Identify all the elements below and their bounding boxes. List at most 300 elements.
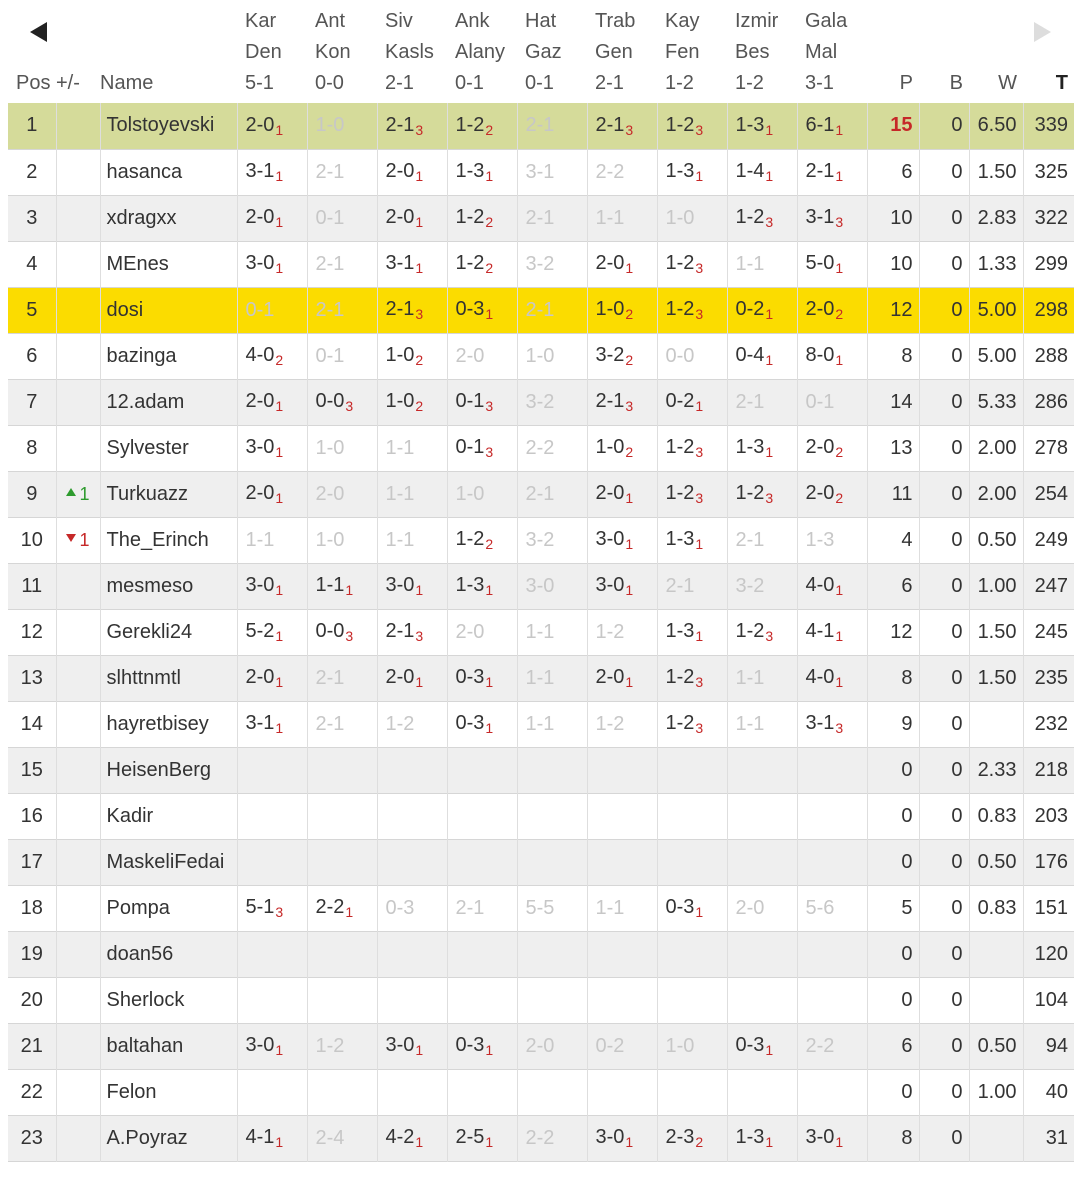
prediction-cell [307,1023,377,1069]
prediction-score: 1-2 [735,482,765,504]
player-name[interactable]: HeisenBerg [100,747,237,793]
prediction-cell [307,103,377,149]
prediction-score: 1-2 [385,712,415,735]
prediction-points: 3 [695,306,704,322]
prediction-score: 2-0 [595,666,625,688]
prediction-points: 3 [415,121,424,138]
header-match: Ank Alany 0-1 [455,10,506,94]
prediction-cell [307,885,377,931]
prediction-points: 3 [625,398,634,414]
prediction-points: 1 [415,1042,424,1058]
prediction-cell [237,793,307,839]
prediction-points: 3 [695,260,704,276]
prediction-points: 1 [485,1042,494,1058]
player-name[interactable]: Sherlock [100,977,237,1023]
prediction-score: 2-1 [315,666,345,689]
prediction-cell [797,1115,867,1161]
prediction-cell [307,1069,377,1115]
prediction-cell [657,885,727,931]
prediction-score: 1-0 [385,344,415,366]
prediction-points: 1 [765,444,774,460]
prediction-cell [307,425,377,471]
prediction-score: 3-2 [735,574,765,597]
prediction-points: 1 [625,1134,634,1150]
prediction-cell [727,103,797,149]
header-match: Kar Den 5-1 [245,10,282,94]
table-row[interactable] [8,425,1074,471]
change-cell [56,103,100,149]
prediction-score: 3-0 [805,1126,835,1148]
prediction-points: 1 [835,674,844,690]
prediction-cell [237,471,307,517]
prediction-score: 3-1 [805,712,835,734]
player-name[interactable]: A.Poyraz [100,1115,237,1161]
prediction-score: 3-0 [385,574,415,596]
w-cell: 1.50 [969,149,1023,195]
w-cell [969,1115,1023,1161]
prediction-cell [447,149,517,195]
prediction-cell [447,609,517,655]
prediction-score: 4-0 [245,344,275,366]
bonus-cell: 0 [919,517,969,563]
w-cell: 2.83 [969,195,1023,241]
w-cell: 5.00 [969,333,1023,379]
bonus-cell: 0 [919,471,969,517]
prediction-cell [797,1069,867,1115]
prediction-cell [447,701,517,747]
prediction-cell [377,1023,447,1069]
prediction-cell [377,241,447,287]
player-name[interactable]: bazinga [100,333,237,379]
prediction-score: 3-1 [245,160,275,182]
position-cell: 11 [8,563,56,609]
player-name[interactable]: MaskeliFedai [100,839,237,885]
prediction-cell [587,471,657,517]
header-match: Izmir Bes 1-2 [735,10,779,94]
prediction-score: 2-2 [805,1034,835,1057]
prediction-cell [447,241,517,287]
prediction-score: 0-1 [455,436,485,458]
prediction-score: 4-2 [385,1126,415,1148]
prediction-cell [657,379,727,425]
prediction-cell [727,839,797,885]
prediction-cell [517,839,587,885]
prediction-score: 1-1 [315,574,345,596]
prediction-score: 8-0 [805,344,835,366]
prediction-score: 6-1 [805,113,835,136]
prediction-cell [517,931,587,977]
prediction-points: 1 [485,306,494,322]
prediction-cell [727,425,797,471]
player-name[interactable]: mesmeso [100,563,237,609]
prediction-score: 0-3 [455,712,485,734]
w-cell [969,701,1023,747]
table-row[interactable] [8,287,1074,333]
prediction-cell [587,793,657,839]
points-cell: 0 [867,747,919,793]
prediction-cell [517,333,587,379]
prediction-cell [657,103,727,149]
prediction-points: 1 [415,1134,424,1150]
prediction-score: 1-2 [665,436,695,458]
prediction-cell [797,287,867,333]
bonus-cell: 0 [919,839,969,885]
table-row[interactable] [8,563,1074,609]
prediction-cell [307,563,377,609]
prediction-cell [447,1069,517,1115]
prediction-cell [447,839,517,885]
player-name[interactable]: Felon [100,1069,237,1115]
position-cell: 9 [8,471,56,517]
prediction-cell [237,103,307,149]
prediction-score: 2-0 [455,344,485,367]
prediction-cell [797,839,867,885]
table-row[interactable] [8,931,1074,977]
points-cell: 0 [867,839,919,885]
change-cell [56,471,100,517]
prediction-cell [307,701,377,747]
prediction-score: 5-6 [805,896,835,919]
prediction-cell [657,149,727,195]
prediction-cell [237,1069,307,1115]
prediction-cell [307,241,377,287]
prediction-cell [587,609,657,655]
arrow-down-icon [66,534,76,542]
change-cell [56,1023,100,1069]
player-name[interactable]: slhttnmtl [100,655,237,701]
prediction-score: 3-2 [525,390,555,413]
prediction-score: 1-2 [665,712,695,734]
prediction-cell [447,563,517,609]
table-row[interactable] [8,195,1074,241]
prediction-cell [727,885,797,931]
prediction-points: 3 [345,628,354,644]
change-cell [56,977,100,1023]
prediction-cell [797,701,867,747]
prediction-points: 1 [275,1134,284,1150]
points-cell: 4 [867,517,919,563]
total-cell: 151 [1034,896,1068,919]
prediction-points: 2 [835,490,844,506]
prediction-points: 3 [485,444,494,460]
prediction-score: 1-1 [525,620,555,643]
prediction-points: 1 [625,260,634,276]
position-cell: 7 [8,379,56,425]
player-name[interactable]: Pompa [100,885,237,931]
prediction-cell [727,379,797,425]
prediction-points: 1 [485,168,494,184]
total-cell: 278 [1034,436,1068,459]
change-cell [56,333,100,379]
table-row[interactable] [8,885,1074,931]
change-cell [56,701,100,747]
points-cell: 10 [867,195,919,241]
prediction-score: 3-0 [245,252,275,274]
prediction-points: 1 [765,306,774,322]
prediction-score: 1-1 [245,528,275,551]
prediction-score: 0-3 [455,666,485,688]
prediction-cell [307,379,377,425]
prediction-score: 2-0 [385,206,415,228]
position-cell: 2 [8,149,56,195]
total-cell: 218 [1034,758,1068,781]
prediction-cell [587,563,657,609]
prediction-score: 2-1 [315,252,345,275]
prediction-score: 2-0 [385,160,415,182]
table-row[interactable] [8,333,1074,379]
prediction-points: 2 [485,536,494,552]
player-name[interactable]: xdragxx [100,195,237,241]
prediction-score: 1-2 [315,1034,345,1057]
total-cell: 249 [1034,528,1068,551]
prediction-score: 3-0 [595,574,625,596]
prediction-points: 2 [415,398,424,414]
header-match: Hat Gaz 0-1 [525,10,562,94]
prediction-cell [447,931,517,977]
player-name[interactable]: hasanca [100,149,237,195]
table-row[interactable] [8,701,1074,747]
prediction-points: 3 [275,904,284,920]
total-cell: 40 [1045,1080,1068,1103]
prediction-points: 1 [275,582,284,598]
prediction-cell [587,931,657,977]
prediction-score: 1-0 [455,482,485,505]
prediction-score: 2-1 [735,528,765,551]
prediction-score: 2-1 [665,574,695,597]
prediction-cell [307,471,377,517]
prediction-cell [517,701,587,747]
table-row[interactable] [8,517,1074,563]
bonus-cell: 0 [919,1115,969,1161]
change-cell [56,1115,100,1161]
prediction-score: 2-0 [245,113,275,136]
prediction-cell [587,747,657,793]
header-w: W [998,72,1017,94]
prediction-cell [447,425,517,471]
prediction-cell [377,287,447,333]
position-cell: 4 [8,241,56,287]
table-row[interactable] [8,839,1074,885]
points-cell: 12 [867,609,919,655]
prediction-score: 3-1 [385,252,415,274]
points-cell: 8 [867,1115,919,1161]
prediction-score: 0-3 [735,1034,765,1056]
prediction-cell [727,747,797,793]
table-row[interactable] [8,103,1074,149]
w-cell [969,977,1023,1023]
prediction-score: 1-1 [595,896,625,919]
table-row[interactable] [8,1069,1074,1115]
player-name[interactable]: MEnes [100,241,237,287]
bonus-cell: 0 [919,425,969,471]
prediction-points: 2 [275,352,284,368]
change-cell [56,149,100,195]
prediction-score: 1-2 [595,712,625,735]
prediction-score: 2-1 [525,298,555,321]
prediction-points: 1 [695,904,704,920]
prediction-cell [237,287,307,333]
total-cell: 286 [1034,390,1068,413]
bonus-cell: 0 [919,103,969,149]
change-cell [56,195,100,241]
prediction-score: 1-1 [595,206,625,229]
table-row[interactable] [8,977,1074,1023]
player-name[interactable]: Kadir [100,793,237,839]
prediction-score: 1-2 [665,113,695,136]
player-name[interactable]: The_Erinch [100,517,237,563]
prediction-cell [237,241,307,287]
position-cell: 1 [8,103,56,149]
w-cell: 1.00 [969,1069,1023,1115]
prediction-cell [517,471,587,517]
prediction-score: 2-0 [595,482,625,504]
table-row[interactable] [8,1115,1074,1161]
total-cell: 298 [1034,298,1068,321]
prediction-score: 4-1 [805,620,835,642]
total-cell: 235 [1034,666,1068,689]
prediction-points: 1 [345,582,354,598]
player-name[interactable]: Turkuazz [100,471,237,517]
table-row[interactable] [8,609,1074,655]
prediction-score: 2-1 [455,896,485,919]
prediction-cell [307,1115,377,1161]
prediction-cell [797,379,867,425]
prediction-cell [517,655,587,701]
prediction-points: 2 [625,306,634,322]
prediction-cell [727,471,797,517]
prediction-score: 3-0 [525,574,555,597]
prediction-cell [587,425,657,471]
prediction-score: 5-0 [805,252,835,274]
bonus-cell: 0 [919,333,969,379]
prediction-cell [377,149,447,195]
change-cell [56,563,100,609]
w-cell [969,931,1023,977]
prediction-score: 1-2 [455,113,485,136]
table-row[interactable] [8,655,1074,701]
prediction-cell [237,609,307,655]
prediction-cell [727,333,797,379]
prediction-cell [657,977,727,1023]
prediction-points: 1 [765,1042,774,1058]
prediction-score: 2-0 [385,666,415,688]
total-cell: 232 [1034,712,1068,735]
prediction-points: 1 [275,214,284,230]
prediction-cell [797,655,867,701]
prediction-score: 2-1 [385,113,415,136]
position-cell: 22 [8,1069,56,1115]
header-name: Name [100,72,154,94]
prediction-score: 3-1 [525,160,555,183]
player-name[interactable]: baltahan [100,1023,237,1069]
prediction-score: 2-2 [595,160,625,183]
prediction-points: 1 [625,536,634,552]
player-name[interactable]: Sylvester [100,425,237,471]
header-pos: Pos [16,72,51,94]
change-cell [56,425,100,471]
prediction-score: 1-2 [665,252,695,274]
prediction-points: 1 [275,674,284,690]
bonus-cell: 0 [919,609,969,655]
prediction-score: 1-2 [455,252,485,274]
prediction-cell [237,977,307,1023]
prediction-points: 1 [415,168,424,184]
prediction-cell [447,471,517,517]
position-cell: 17 [8,839,56,885]
prediction-cell [307,287,377,333]
table-row[interactable] [8,379,1074,425]
prediction-score: 0-1 [805,390,835,413]
table-row[interactable] [8,241,1074,287]
bonus-cell: 0 [919,931,969,977]
player-name[interactable]: Tolstoyevski [100,103,237,149]
bonus-cell: 0 [919,885,969,931]
prediction-cell [307,931,377,977]
prediction-cell [587,241,657,287]
prediction-score: 0-3 [455,298,485,320]
prediction-cell [797,241,867,287]
w-cell: 0.50 [969,839,1023,885]
prediction-cell [727,1115,797,1161]
prediction-cell [657,195,727,241]
prediction-score: 2-0 [805,436,835,458]
w-cell: 0.50 [969,517,1023,563]
table-row[interactable] [8,793,1074,839]
prediction-cell [377,563,447,609]
change-cell [56,655,100,701]
table-row[interactable] [8,471,1074,517]
prediction-points: 3 [415,306,424,322]
prediction-points: 1 [275,398,284,414]
w-cell: 2.00 [969,471,1023,517]
prediction-score: 3-0 [245,574,275,596]
position-cell: 3 [8,195,56,241]
table-row[interactable] [8,149,1074,195]
player-name[interactable]: hayretbisey [100,701,237,747]
table-row[interactable] [8,747,1074,793]
prediction-cell [657,1115,727,1161]
prediction-cell [517,793,587,839]
points-cell: 13 [867,425,919,471]
bonus-cell: 0 [919,287,969,333]
prediction-cell [307,839,377,885]
prediction-cell [237,701,307,747]
prediction-points: 3 [765,490,774,506]
player-name[interactable]: doan56 [100,931,237,977]
table-row[interactable] [8,1023,1074,1069]
arrow-up-icon [66,488,76,496]
player-name[interactable]: dosi [100,287,237,333]
player-name[interactable]: Gerekli24 [100,609,237,655]
prediction-cell [237,379,307,425]
prediction-score: 2-0 [455,620,485,643]
position-cell: 18 [8,885,56,931]
prediction-score: 2-3 [665,1126,695,1148]
prediction-score: 1-3 [735,1126,765,1148]
prediction-score: 2-1 [315,712,345,735]
prediction-score: 3-0 [245,1034,275,1056]
prediction-cell [517,1115,587,1161]
prediction-cell [237,517,307,563]
prediction-cell [447,747,517,793]
prediction-points: 3 [695,674,704,690]
prediction-score: 2-0 [735,896,765,919]
prediction-cell [797,931,867,977]
header-match: Siv Kasls 2-1 [385,10,434,94]
player-name[interactable]: 12.adam [100,379,237,425]
prediction-cell [237,885,307,931]
prediction-score: 2-1 [525,482,555,505]
